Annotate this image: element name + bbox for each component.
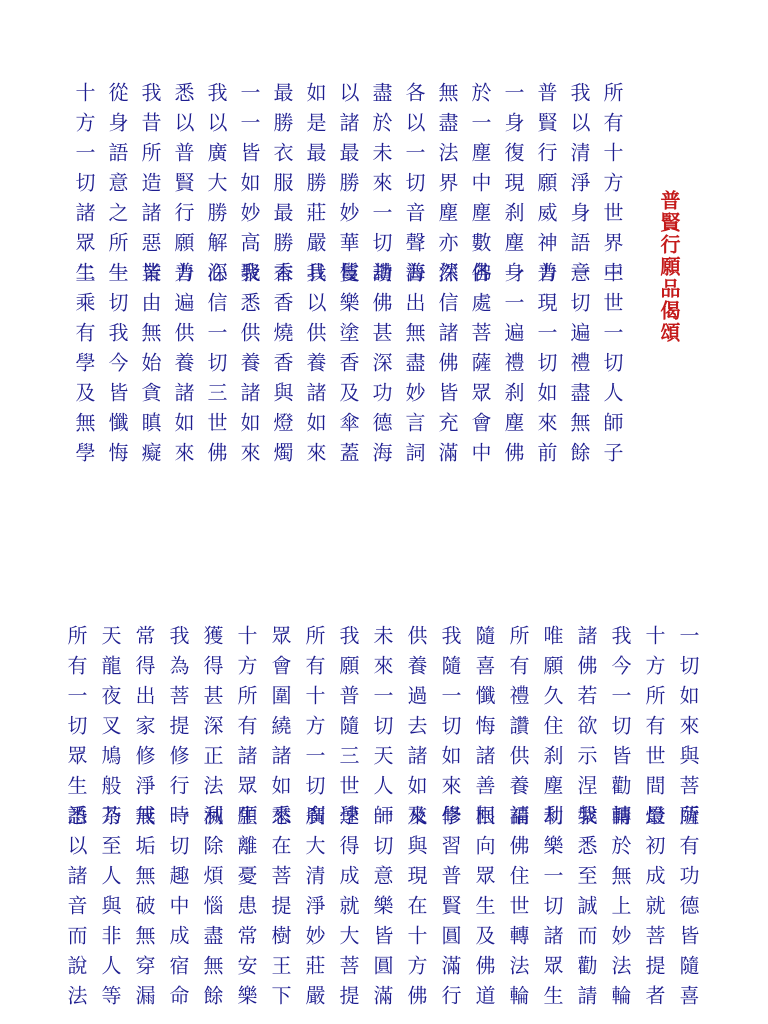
verse-column: 普現一切如來前 [534, 262, 558, 472]
verse-column: 我悉供養諸如來 [237, 262, 261, 472]
verse-column: 盡於未來一切劫 [369, 82, 393, 292]
verse-column: 轉於無上妙法輪 [608, 805, 632, 1015]
verse-column: 利樂一切諸眾生 [540, 805, 564, 1015]
verse-column: 我悉至誠而勸請 [574, 805, 598, 1015]
verse-column: 悉在菩提樹王下 [268, 805, 292, 1015]
verse-column: 如是最勝莊嚴具 [303, 82, 327, 292]
verse-column: 最勝衣服最勝香 [270, 82, 294, 292]
verse-column: 請佛住世轉法輪 [506, 805, 530, 1015]
verse-column: 滅除煩惱盡無餘 [200, 805, 224, 1015]
verse-column: 無垢無破無穿漏 [132, 805, 156, 1015]
verse-column: 普賢行願威神力 [534, 82, 558, 292]
verse-column: 乃至人與非人等 [98, 805, 122, 1015]
verse-column: 各以一切音聲海 [402, 82, 426, 292]
verse-column: 所有一切眾生語 [64, 625, 88, 835]
verse-column: 所有十方一切刹 [302, 625, 326, 835]
verse-column: 一切遍禮盡無餘 [567, 262, 591, 472]
verse-column: 常得出家修淨戒 [132, 625, 156, 835]
verse-column: 一一皆如妙高聚 [237, 82, 261, 292]
verse-column: 獲得甚深正法利 [200, 625, 224, 835]
verse-column: 普遍供養諸如來 [171, 262, 195, 472]
verse-column: 我為菩提修行時 [166, 625, 190, 835]
verse-column: 天龍夜叉鳩般茶 [98, 625, 122, 835]
verse-column: 伎樂塗香及傘蓋 [336, 262, 360, 472]
verse-column: 我以廣大勝解心 [204, 82, 228, 292]
verse-column: 隨喜懺悔諸善根 [472, 625, 496, 835]
verse-column: 唯願久住刹塵劫 [540, 625, 564, 835]
verse-column: 一切如來與菩薩 [676, 625, 700, 835]
verse-column: 從身語意之所生 [105, 82, 129, 292]
verse-column: 深信諸佛皆充滿 [435, 262, 459, 472]
verse-column: 深信一切三世佛 [204, 262, 228, 472]
verse-column: 一一遍禮刹塵佛 [501, 262, 525, 472]
verse-column: 及與現在十方佛 [404, 805, 428, 1015]
verse-column: 我以清淨身語意 [567, 82, 591, 292]
verse-column: 一切趣中成宿命 [166, 805, 190, 1015]
verse-column: 十方所有世間燈 [642, 625, 666, 835]
verse-column: 一身復現刹塵身 [501, 82, 525, 292]
verse-column: 我以供養諸如來 [303, 262, 327, 472]
verse-column: 皆由無始貪瞋癡 [138, 262, 162, 472]
verse-column: 所有功德皆隨喜 [676, 805, 700, 1015]
verse-column: 修習普賢圓滿行 [438, 805, 462, 1015]
verse-column: 所有禮讚供養福 [506, 625, 530, 835]
verse-column: 我隨一切如來學 [438, 625, 462, 835]
verse-column: 二乘有學及無學 [72, 262, 96, 472]
verse-column: 十方所有諸眾生 [234, 625, 258, 835]
verse-column: 十方一切諸眾生 [72, 82, 96, 292]
verse-column: 悉以普賢行願力 [171, 82, 195, 292]
verse-column: 我願普隨三世學 [336, 625, 360, 835]
verse-column: 普出無盡妙言詞 [402, 262, 426, 472]
verse-column: 所有十方世界中 [600, 82, 624, 292]
verse-column: 速得成就大菩提 [336, 805, 360, 1015]
verse-column: 回向眾生及佛道 [472, 805, 496, 1015]
verse-column: 悉以諸音而說法 [64, 805, 88, 1015]
verse-column: 我今一切皆勸請 [608, 625, 632, 835]
verse-column: 一切我今皆懺悔 [105, 262, 129, 472]
verse-column: 供養過去諸如來 [404, 625, 428, 835]
verse-column: 讚佛甚深功德海 [369, 262, 393, 472]
verse-column: 一切意樂皆圓滿 [370, 805, 394, 1015]
verse-column: 我昔所造諸惡業 [138, 82, 162, 292]
verse-column: 三世一切人師子 [600, 262, 624, 472]
verse-column: 最初成就菩提者 [642, 805, 666, 1015]
verse-column: 於一塵中塵數佛 [468, 82, 492, 292]
verse-column: 未來一切天人師 [370, 625, 394, 835]
verse-column: 廣大清淨妙莊嚴 [302, 805, 326, 1015]
verse-column: 眾會圍繞諸如來 [268, 625, 292, 835]
verse-column: 諸佛若欲示涅槃 [574, 625, 598, 835]
verse-column: 各處菩薩眾會中 [468, 262, 492, 472]
verse-column: 無盡法界塵亦然 [435, 82, 459, 292]
verse-column: 以諸最勝妙華鬘 [336, 82, 360, 292]
verse-column: 願離憂患常安樂 [234, 805, 258, 1015]
page-title: 普賢行願品偈頌 [657, 190, 681, 344]
verse-column: 末香燒香與燈燭 [270, 262, 294, 472]
